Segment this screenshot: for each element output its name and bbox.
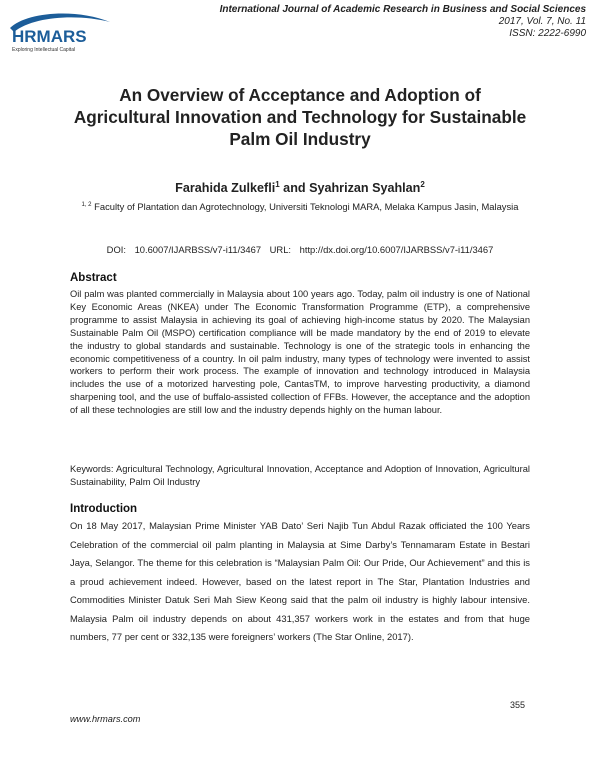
author-and: and bbox=[279, 181, 310, 196]
hrmars-logo bbox=[6, 10, 116, 56]
doi-label: DOI: bbox=[106, 244, 126, 255]
logo-text: HRMARS bbox=[12, 27, 87, 46]
abstract-text: Oil palm was planted commercially in Malaysia about 100 years ago. Today, palm oil industry is one of National Key Economic Areas (NKEA) under The Economic Transformation Programme (ETP), a comprehensive programme to assist Malaysia in achieving its goal of achieving high-income status by 2020. The Malaysian Sustainable Palm Oil (MSPO) certification compliance will be made mandatory by the end of 2019 to elevate the industry to global standards and sustainable. Technology is one of the strategic tools in enhancing the economic competitiveness of a country. In oil palm industry, many types of technology were invented to assist workers to perform their work process. The example of innovation and technology introduced in Malaysia includes the use of a motorized harvesting pole, CantasTM, to improve harvesting productivity, a diamond sharpening tool, and the use of buffalo-assisted collection of FFBs. However, the acceptance and the adoption of all these technologies are still low and the industry depends highly on the human labour. bbox=[70, 289, 530, 416]
page-number: 355 bbox=[510, 700, 526, 710]
author-1-sup: 1 bbox=[275, 180, 280, 189]
journal-issn: ISSN: 2222-6990 bbox=[509, 28, 586, 39]
doi-line bbox=[0, 244, 600, 255]
affiliation-text: Faculty of Plantation dan Agrotechnology, Universiti Teknologi MARA, Melaka Kampus Jasin, Malaysia bbox=[91, 201, 519, 213]
url-label: URL: bbox=[269, 244, 292, 255]
affiliation bbox=[60, 198, 540, 214]
title-line-3: Palm Oil Industry bbox=[229, 129, 371, 149]
introduction-heading: Introduction bbox=[70, 503, 138, 515]
footer-website[interactable]: www.hrmars.com bbox=[70, 714, 141, 724]
abstract-heading: Abstract bbox=[70, 272, 117, 284]
doi-value[interactable]: 10.6007/IJARBSS/v7-i11/3467 bbox=[134, 244, 262, 255]
url-value[interactable]: http://dx.doi.org/10.6007/IJARBSS/v7-i11/3467 bbox=[299, 244, 494, 255]
author-2: Syahrizan Syahlan bbox=[309, 181, 421, 196]
journal-volume: 2017, Vol. 7, No. 11 bbox=[498, 16, 586, 27]
journal-name: International Journal of Academic Research in Business and Social Sciences bbox=[219, 4, 586, 15]
introduction-text: On 18 May 2017, Malaysian Prime Minister YAB Dato’ Seri Najib Tun Abdul Razak officiated the 100 Years Celebration of the commercial oil palm planting in Malaysia at Sime Darby’s Tennamaram Estate in Bestari Jaya, Selangor. The theme for this celebration is “Malaysian Palm Oil: Our Pride, Our Achievement” and this is a proud achievement indeed. However, based on the latest report in The Star, Plantation Industries and Commodities Minister Datuk Seri Mah Siew Keong said that the palm oil industry is highly labour intensive. Malaysia Palm oil industry depends on about 431,357 workers work in the estates and from that huge numbers, 77 per cent or 332,135 were foreigners’ workers (The Star Online, 2017). bbox=[70, 520, 530, 642]
title-line-2: Agricultural Innovation and Technology for Sustainable bbox=[73, 107, 527, 127]
title-line-1: An Overview of Acceptance and Adoption of bbox=[119, 85, 481, 105]
paper-title bbox=[40, 84, 560, 150]
author-list bbox=[0, 180, 600, 195]
author-1: Farahida Zulkefli bbox=[175, 181, 276, 196]
logo-tagline: Exploring Intellectual Capital bbox=[12, 47, 76, 53]
affiliation-sup: 1, 2 bbox=[81, 202, 92, 208]
author-2-sup: 2 bbox=[420, 180, 425, 189]
journal-header bbox=[220, 4, 586, 40]
keywords: Keywords: Agricultural Technology, Agricultural Innovation, Acceptance and Adoption of Innovation, Agricultural Sustainability, Palm Oil Industry bbox=[70, 464, 530, 487]
